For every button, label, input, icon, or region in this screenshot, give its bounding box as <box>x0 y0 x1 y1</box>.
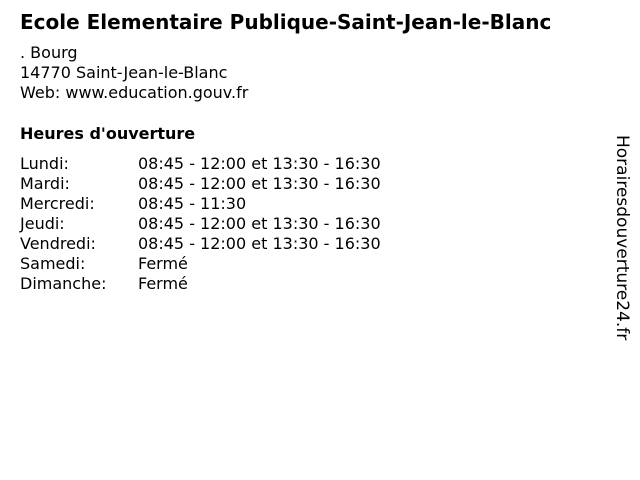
day-hours: 08:45 - 12:00 et 13:30 - 16:30 <box>138 174 381 193</box>
day-label: Mercredi: <box>20 194 95 213</box>
opening-hours-heading: Heures d'ouverture <box>20 124 196 143</box>
website-link[interactable]: Web: www.education.gouv.fr <box>20 83 249 102</box>
day-label: Dimanche: <box>20 274 107 293</box>
day-hours: Fermé <box>138 274 188 293</box>
day-label: Samedi: <box>20 254 86 273</box>
school-address <box>20 43 248 103</box>
day-label: Lundi: <box>20 154 69 173</box>
school-name: Ecole Elementaire Publique-Saint-Jean-le-Blanc <box>20 10 552 34</box>
address-line-city: 14770 Saint-Jean-le-Blanc <box>20 63 228 82</box>
day-hours: 08:45 - 12:00 et 13:30 - 16:30 <box>138 234 381 253</box>
day-hours: 08:45 - 12:00 et 13:30 - 16:30 <box>138 154 381 173</box>
day-label: Jeudi: <box>20 214 65 233</box>
day-label: Vendredi: <box>20 234 96 253</box>
day-label: Mardi: <box>20 174 70 193</box>
address-line-street: . Bourg <box>20 43 78 62</box>
day-hours: 08:45 - 12:00 et 13:30 - 16:30 <box>138 214 381 233</box>
day-hours: Fermé <box>138 254 188 273</box>
day-hours: 08:45 - 11:30 <box>138 194 247 213</box>
site-brand-vertical: Horairesdouverture24.fr <box>612 135 632 341</box>
